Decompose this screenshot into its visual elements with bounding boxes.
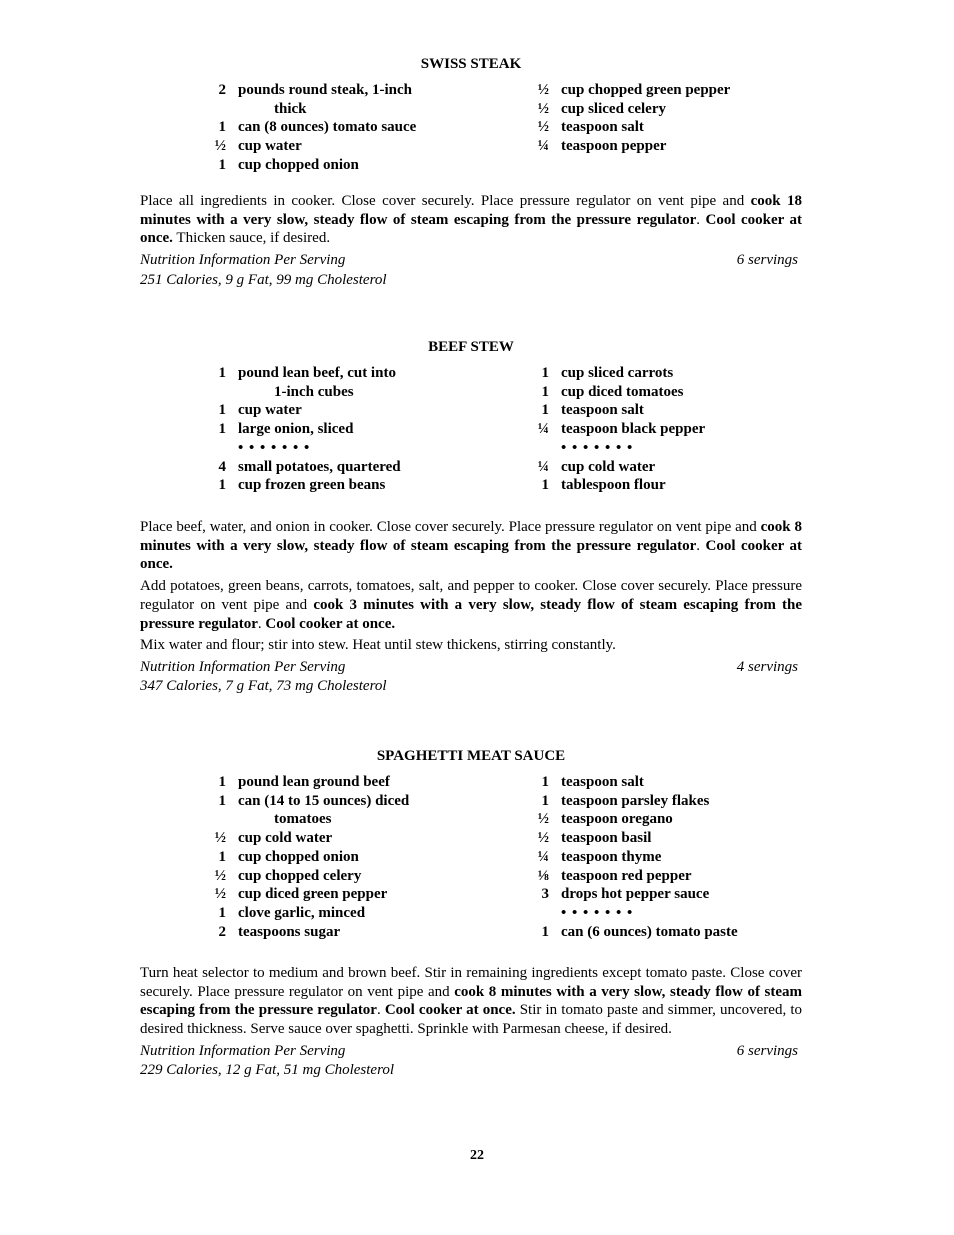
ingredient-row <box>527 773 827 792</box>
ingredient-quantity: ½ <box>537 119 549 136</box>
ingredient-quantity <box>527 439 549 458</box>
ingredient-row <box>204 885 494 904</box>
instruction-emphasis: cook 3 minutes with a very slow, steady flow of steam escaping from the pressure regulator <box>140 596 802 632</box>
instruction-paragraph <box>140 577 802 633</box>
ingredient-quantity: 1 <box>218 774 226 790</box>
ingredient-text: large onion, sliced <box>238 421 354 438</box>
nutrition-info <box>140 658 802 697</box>
ingredient-quantity: ½ <box>537 100 549 117</box>
ingredient-quantity: 1 <box>541 792 549 809</box>
ingredient-list <box>140 81 802 175</box>
ingredient-text: thick <box>274 100 307 117</box>
ingredient-text: cup diced green pepper <box>238 886 388 903</box>
ingredient-row <box>527 118 827 137</box>
ingredient-row <box>527 829 827 848</box>
ingredient-quantity: ⅛ <box>537 867 549 884</box>
ingredient-quantity: 1 <box>218 792 226 809</box>
ingredient-text: teaspoon salt <box>561 774 644 790</box>
instruction-emphasis: cook 18 minutes with a very slow, steady flow of steam escaping from the pressure regulator <box>140 193 803 228</box>
ingredient-quantity: 1 <box>541 383 549 400</box>
ingredient-text: small potatoes, quartered <box>238 458 401 475</box>
nutrition-values: 347 Calories, 7 g Fat, 73 mg Cholesterol <box>140 678 387 695</box>
recipe-spaghetti-meat-sauce <box>140 747 802 1081</box>
instruction-text: . <box>696 537 706 554</box>
ingredient-text: cup frozen green beans <box>238 477 386 494</box>
recipe-beef-stew <box>140 338 802 697</box>
instructions <box>140 518 802 655</box>
ingredient-quantity <box>204 810 226 829</box>
ingredient-row <box>527 420 827 439</box>
ingredient-quantity: 1 <box>541 402 549 419</box>
separator-dots: • • • • • • • <box>561 439 634 456</box>
instructions <box>140 964 802 1039</box>
ingredient-row <box>527 476 827 495</box>
ingredient-quantity: 2 <box>218 82 226 98</box>
ingredient-row <box>527 885 827 904</box>
ingredient-row <box>527 792 827 811</box>
instruction-text: Stir in tomato paste and simmer, uncovered, to desired thickness. Serve sauce over spaghetti. Sprinkle with Parmesan cheese, if desired. <box>140 1002 802 1038</box>
instruction-paragraph <box>140 636 802 655</box>
ingredient-row <box>527 810 827 829</box>
ingredient-text: pound lean ground beef <box>238 774 390 790</box>
ingredient-row <box>204 100 494 119</box>
instruction-emphasis: Cool cooker at once. <box>265 615 396 632</box>
page-number: 22 <box>470 1148 484 1163</box>
ingredient-row <box>527 137 827 156</box>
instruction-emphasis: Cool cooker at once. <box>140 537 803 573</box>
nutrition-values: 229 Calories, 12 g Fat, 51 mg Cholesterol <box>140 1062 395 1079</box>
ingredient-column-left <box>204 364 494 495</box>
ingredient-text: can (6 ounces) tomato paste <box>561 923 738 940</box>
ingredient-quantity: 1 <box>218 848 226 865</box>
ingredient-row <box>204 829 494 848</box>
ingredient-row <box>527 100 827 119</box>
ingredient-text: can (14 to 15 ounces) diced <box>238 792 410 809</box>
ingredient-row <box>204 137 494 156</box>
ingredient-text: cup chopped green pepper <box>561 82 731 98</box>
ingredient-row <box>204 383 494 402</box>
ingredient-column-right <box>527 364 827 495</box>
ingredient-row <box>204 118 494 137</box>
ingredient-row <box>204 810 494 829</box>
ingredient-text: cup sliced celery <box>561 100 666 117</box>
ingredient-row <box>204 848 494 867</box>
ingredient-quantity: 1 <box>541 365 549 381</box>
ingredient-text: cup chopped onion <box>238 848 359 865</box>
ingredient-text: teaspoon pepper <box>561 138 667 155</box>
ingredient-quantity <box>204 383 226 402</box>
ingredient-column-right <box>527 773 827 941</box>
servings: 6 servings <box>736 252 798 269</box>
ingredient-text: tomatoes <box>274 811 332 828</box>
instructions <box>140 192 802 248</box>
ingredient-quantity: ½ <box>537 811 549 828</box>
ingredient-row <box>527 848 827 867</box>
ingredient-row <box>204 773 494 792</box>
instruction-paragraph <box>140 192 802 248</box>
ingredient-text: pound lean beef, cut into <box>238 365 396 381</box>
ingredient-text: cup chopped celery <box>238 867 362 884</box>
ingredient-list <box>140 773 802 942</box>
ingredient-text: 1-inch cubes <box>274 383 354 400</box>
ingredient-row <box>204 364 494 383</box>
ingredient-text: teaspoon oregano <box>561 811 673 828</box>
instruction-text: Thicken sauce, if desired. <box>172 230 331 247</box>
ingredient-text: cup water <box>238 402 302 419</box>
ingredient-text: cup sliced carrots <box>561 365 674 381</box>
ingredient-row <box>527 383 827 402</box>
instruction-emphasis: Cool cooker at once. <box>140 211 803 247</box>
ingredient-separator <box>204 439 494 458</box>
instruction-text: Add potatoes, green beans, carrots, tomatoes, salt, and pepper to cooker. Close cover securely. Place pressure regulator on vent pipe and <box>140 578 802 613</box>
ingredient-quantity: ½ <box>214 830 226 847</box>
ingredient-quantity: ½ <box>214 138 226 155</box>
ingredient-text: tablespoon flour <box>561 477 666 494</box>
instruction-text: . <box>696 211 706 228</box>
ingredient-row <box>527 867 827 886</box>
ingredient-text: teaspoon salt <box>561 119 644 136</box>
separator-dots: • • • • • • • <box>561 904 634 921</box>
ingredient-row <box>204 156 494 175</box>
recipe-swiss-steak <box>140 55 802 290</box>
ingredient-text: teaspoon basil <box>561 830 652 847</box>
ingredient-quantity: ¼ <box>537 138 549 155</box>
ingredient-text: clove garlic, minced <box>238 904 366 921</box>
ingredient-text: cup diced tomatoes <box>561 383 684 400</box>
instruction-emphasis: cook 8 minutes with a very slow, steady flow of steam escaping from the pressure regulator <box>140 519 802 554</box>
instruction-paragraph <box>140 518 802 574</box>
ingredient-quantity: 1 <box>218 402 226 419</box>
recipe-title: SWISS STEAK <box>420 56 522 72</box>
separator-dots: • • • • • • • <box>238 439 311 456</box>
nutrition-info <box>140 251 802 290</box>
nutrition-values: 251 Calories, 9 g Fat, 99 mg Cholesterol <box>140 271 387 288</box>
ingredient-quantity: ½ <box>214 886 226 903</box>
instruction-text: Place beef, water, and onion in cooker. Close cover securely. Place pressure regulator on vent pipe and <box>140 519 761 535</box>
ingredient-quantity <box>527 904 549 923</box>
ingredient-text: cup chopped onion <box>238 156 359 173</box>
recipe-title: BEEF STEW <box>428 339 514 355</box>
ingredient-quantity: 1 <box>218 119 226 136</box>
nutrition-label: Nutrition Information Per Serving <box>140 252 346 269</box>
ingredient-column-right <box>527 81 827 156</box>
ingredient-row <box>204 867 494 886</box>
ingredient-quantity: 1 <box>218 904 226 921</box>
recipe-title: SPAGHETTI MEAT SAUCE <box>376 748 566 764</box>
ingredient-text: teaspoon thyme <box>561 848 662 865</box>
instruction-emphasis: cook 8 minutes with a very slow, steady flow of steam escaping from the pressure regulator <box>140 983 802 1019</box>
nutrition-info <box>140 1042 802 1081</box>
ingredient-quantity: 1 <box>218 477 226 494</box>
ingredient-row <box>204 81 494 100</box>
ingredient-row <box>204 904 494 923</box>
ingredient-quantity: 2 <box>218 923 226 940</box>
ingredient-quantity: ½ <box>537 82 549 98</box>
ingredient-quantity: 1 <box>541 923 549 940</box>
ingredient-row <box>204 923 494 942</box>
ingredient-text: cup cold water <box>561 458 656 475</box>
ingredient-text: cup cold water <box>238 830 333 847</box>
nutrition-label: Nutrition Information Per Serving <box>140 1042 346 1059</box>
ingredient-quantity: 1 <box>218 365 226 381</box>
ingredient-row <box>527 364 827 383</box>
ingredient-quantity: ½ <box>214 867 226 884</box>
ingredient-row <box>527 401 827 420</box>
ingredient-text: teaspoon black pepper <box>561 421 706 438</box>
instruction-text: Turn heat selector to medium and brown beef. Stir in remaining ingredients except tomato paste. Close cover securely. Place pressure regulator on vent pipe and <box>140 965 802 1000</box>
ingredient-separator <box>527 904 827 923</box>
ingredient-quantity: 4 <box>218 458 226 475</box>
ingredient-row <box>204 792 494 811</box>
ingredient-quantity: ½ <box>537 830 549 847</box>
ingredient-text: teaspoon red pepper <box>561 867 692 884</box>
ingredient-row <box>204 420 494 439</box>
servings: 6 servings <box>736 1042 798 1059</box>
ingredient-text: teaspoon parsley flakes <box>561 792 710 809</box>
ingredient-quantity: 1 <box>218 421 226 438</box>
nutrition-label: Nutrition Information Per Serving <box>140 658 346 675</box>
ingredient-quantity: 3 <box>541 886 549 903</box>
instruction-text: Mix water and flour; stir into stew. Heat until stew thickens, stirring constantly. <box>140 637 616 654</box>
ingredient-quantity <box>204 439 226 458</box>
ingredient-quantity: 1 <box>541 774 549 790</box>
ingredient-row <box>527 458 827 477</box>
ingredient-quantity: 1 <box>218 156 226 173</box>
ingredient-row <box>204 401 494 420</box>
ingredient-text: can (8 ounces) tomato sauce <box>238 119 417 136</box>
ingredient-row <box>527 81 827 100</box>
ingredient-quantity: ¼ <box>537 458 549 475</box>
ingredient-column-left <box>204 81 494 175</box>
ingredient-quantity: ¼ <box>537 848 549 865</box>
ingredient-text: teaspoon salt <box>561 402 644 419</box>
ingredient-quantity: ¼ <box>537 421 549 438</box>
ingredient-text: cup water <box>238 138 302 155</box>
ingredient-quantity <box>204 100 226 119</box>
instruction-text: . <box>376 1002 385 1019</box>
ingredient-list <box>140 364 802 495</box>
ingredient-quantity: 1 <box>541 477 549 494</box>
ingredient-text: pounds round steak, 1-inch <box>238 82 412 98</box>
instruction-text: . <box>257 615 266 632</box>
ingredient-row <box>204 476 494 495</box>
ingredient-row <box>527 923 827 942</box>
ingredient-column-left <box>204 773 494 941</box>
ingredient-row <box>204 458 494 477</box>
instruction-paragraph <box>140 964 802 1039</box>
ingredient-separator <box>527 439 827 458</box>
instruction-text: Place all ingredients in cooker. Close cover securely. Place pressure regulator on vent pipe and <box>140 193 751 209</box>
ingredient-text: teaspoons sugar <box>238 923 341 940</box>
servings: 4 servings <box>736 658 798 675</box>
ingredient-text: drops hot pepper sauce <box>561 886 710 903</box>
instruction-emphasis: Cool cooker at once. <box>384 1002 516 1019</box>
